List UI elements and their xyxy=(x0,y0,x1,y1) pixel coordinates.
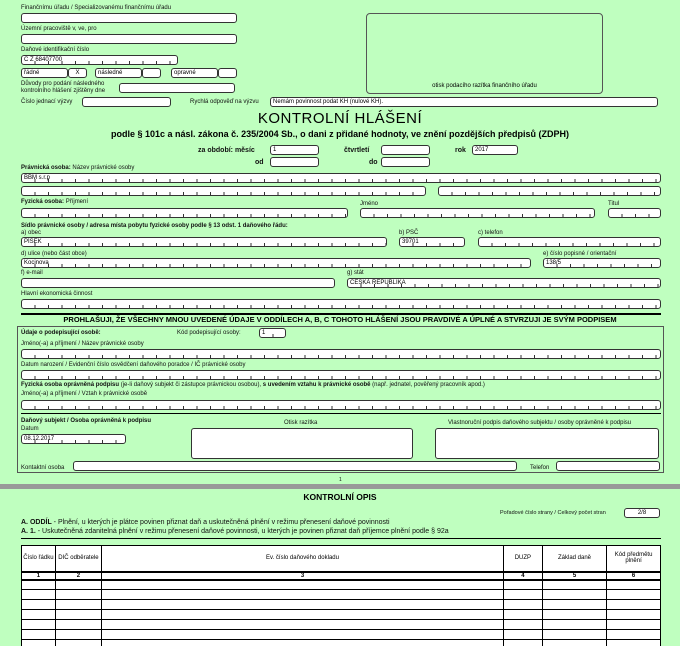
table-row[interactable] xyxy=(22,580,661,590)
datum-input[interactable]: 08.12.2017 xyxy=(21,434,126,444)
ulice-input[interactable]: Kocinova xyxy=(21,258,531,268)
stat-input[interactable]: ČESKÁ REPUBLIKA xyxy=(347,278,661,288)
datum-label: Datum xyxy=(21,426,39,432)
col-num: 4 xyxy=(503,572,542,580)
page-separator xyxy=(0,484,680,489)
danovy-subjekt-label: Daňový subjekt / Osoba oprávněná k podpisu xyxy=(21,418,152,424)
kontakt-input[interactable] xyxy=(73,461,517,471)
cinnost-label: Hlavní ekonomická činnost xyxy=(21,291,93,297)
titul-input[interactable] xyxy=(608,208,661,218)
kontakt-label: Kontaktní osoba xyxy=(21,465,65,471)
table-row[interactable] xyxy=(22,610,661,620)
col-num: 6 xyxy=(607,572,661,580)
kod-label: Kód podepisující osoby: xyxy=(177,330,241,336)
page-title: KONTROLNÍ HLÁŠENÍ xyxy=(257,110,423,127)
declaration-heading: PROHLAŠUJI, ŽE VŠECHNY MNOU UVEDENÉ ÚDAJE V ODDÍLECH A, B, C TOHOTO HLÁŠENÍ JSOU PRAVDIVÉ A ÚPLNÉ A STVRZUJI JE SVÝM PODPISEM xyxy=(63,315,617,324)
vztah-input[interactable] xyxy=(21,400,661,410)
vztah-label: Jméno(-a) a příjmení / Vztah k právnické osobě xyxy=(21,391,148,397)
pravnicka-label: Právnická osoba: Název právnické osoby xyxy=(21,165,135,171)
a1-heading: A. 1. - Uskutečněná zdanitelná plnění v režimu přenesení daňové povinnosti, u kterých je povinen přiznat daň příjemce plnění podle § 92a xyxy=(21,528,449,535)
table-row[interactable] xyxy=(22,590,661,600)
fyzicka-opravnena-label: Fyzická osoba oprávněná podpisu (je-li daňový subjekt či zástupce právnickou osobou), s uvedením vztahu k právnické osobě (např. jednatel, pověřený pracovník apod.) xyxy=(21,382,485,388)
dic-label: Daňové identifikační číslo xyxy=(21,47,90,53)
cislo-popisne-input[interactable]: 138/5 xyxy=(543,258,661,268)
col-num: 3 xyxy=(102,572,504,580)
telefon-kontakt-input[interactable] xyxy=(556,461,660,471)
col-num: 2 xyxy=(55,572,101,580)
table-row[interactable] xyxy=(22,640,661,646)
fyzicka-label: Fyzická osoba: Příjmení xyxy=(21,199,89,205)
cislo-jednaci-label: Číslo jednací výzvy xyxy=(21,99,73,105)
divider xyxy=(21,413,661,414)
ctvrtleti-label: čtvrtletí xyxy=(344,147,370,154)
type-nasledne-label: následné xyxy=(95,68,142,78)
nazev-input-3[interactable] xyxy=(438,186,661,196)
fu-label: Finančnímu úřadu / Specializovanému finančnímu úřadu xyxy=(21,5,172,11)
col-header-ev-cislo: Ev. číslo daňového dokladu xyxy=(102,546,504,572)
ctvrtleti-input[interactable] xyxy=(381,145,430,155)
prijmeni-input[interactable] xyxy=(21,208,348,218)
psc-label: b) PSČ xyxy=(399,230,419,236)
type-opravne-checkbox[interactable] xyxy=(218,68,237,78)
sidlo-label: Sídlo právnické osoby / adresa místa pobytu fyzické osoby podle § 13 odst. 1 daňového řádu: xyxy=(21,223,288,229)
otisk-box xyxy=(191,428,413,459)
rychla-label: Rychlá odpověď na výzvu xyxy=(190,99,259,105)
a1-table xyxy=(21,545,661,646)
duvody-label-2: kontrolního hlášení zjištěny dne xyxy=(21,88,106,94)
type-opravne-label: opravné xyxy=(171,68,218,78)
dic-input[interactable]: C Z 68407700 xyxy=(21,55,178,65)
duvody-input[interactable] xyxy=(119,83,235,93)
udaje-label: Údaje o podepisující osobě: xyxy=(21,330,101,336)
cislo-popisne-label: e) číslo popisné / orientační xyxy=(543,251,617,257)
divider xyxy=(21,538,661,539)
rychla-input[interactable]: Nemám povinnost podat KH (nulové KH). xyxy=(270,97,658,107)
fu-input[interactable] xyxy=(21,13,237,23)
psc-input[interactable]: 39701 xyxy=(399,237,465,247)
uzemni-input[interactable] xyxy=(21,34,237,44)
ulice-label: d) ulice (nebo část obce) xyxy=(21,251,87,257)
jmeno-input[interactable] xyxy=(360,208,595,218)
poradove-label: Pořadové číslo strany / Celkový počet stran xyxy=(500,510,606,516)
page-subtitle: podle § 101c a násl. zákona č. 235/2004 Sb., o dani z přidané hodnoty, ve znění pozdějších předpisů (ZDPH) xyxy=(111,129,569,139)
jmeno-podepisujici-label: Jméno(-a) a příjmení / Název právnické osoby xyxy=(21,341,144,347)
type-radne-checkbox[interactable]: X xyxy=(68,68,87,78)
col-header-dic: DIČ odběratele xyxy=(55,546,101,572)
datum-narozeni-input[interactable] xyxy=(21,370,661,380)
col-header-cislo-radku: Číslo řádku xyxy=(22,546,56,572)
opis-title: KONTROLNÍ OPIS xyxy=(303,492,377,502)
podpis-label: Vlastnoruční podpis daňového subjektu / osoby oprávněné k podpisu xyxy=(448,420,632,426)
datum-narozeni-label: Datum narození / Evidenční číslo osvědčení daňového poradce / IČ právnické osoby xyxy=(21,362,246,368)
col-header-kod: Kód předmětu plnění xyxy=(607,546,661,572)
obec-input[interactable]: PÍSEK xyxy=(21,237,387,247)
oddil-a-heading: A. ODDÍL - Plnění, u kterých je plátce povinen přiznat daň a uskutečněná plnění v režimu přenesení daňové povinnosti xyxy=(21,519,390,526)
table-row[interactable] xyxy=(22,630,661,640)
poradove-input[interactable]: 2/8 xyxy=(624,508,660,518)
rok-input[interactable]: 2017 xyxy=(472,145,518,155)
stamp-label: otisk podacího razítka finančního úřadu xyxy=(432,83,537,89)
type-radne-label: řádné xyxy=(21,68,68,78)
email-input[interactable] xyxy=(21,278,335,288)
jmeno-podepisujici-input[interactable] xyxy=(21,349,661,359)
podpis-box[interactable] xyxy=(435,428,659,459)
mesic-input[interactable]: 1 xyxy=(270,145,319,155)
cislo-jednaci-input[interactable] xyxy=(82,97,171,107)
duvody-label-1: Důvody pro podání následného xyxy=(21,81,105,87)
uzemni-label: Územní pracoviště v, ve, pro xyxy=(21,26,97,32)
titul-label: Titul xyxy=(608,201,620,207)
col-num: 5 xyxy=(542,572,606,580)
type-nasledne-checkbox[interactable] xyxy=(142,68,161,78)
telefon-input[interactable] xyxy=(478,237,661,247)
do-input[interactable] xyxy=(381,157,430,167)
col-num: 1 xyxy=(22,572,56,580)
table-row[interactable] xyxy=(22,620,661,630)
col-header-duzp: DUZP xyxy=(503,546,542,572)
do-label: do xyxy=(369,159,378,166)
cinnost-input[interactable] xyxy=(21,299,661,309)
email-label: f) e-mail xyxy=(21,270,43,276)
obec-label: a) obec xyxy=(21,230,42,236)
telefon-kontakt-label: Telefon xyxy=(530,465,550,471)
mesic-label: za období: měsíc xyxy=(198,147,255,154)
rok-label: rok xyxy=(455,147,466,154)
page-number: 1 xyxy=(339,477,342,483)
od-label: od xyxy=(255,159,264,166)
kod-input[interactable]: 1 xyxy=(259,328,286,338)
table-row[interactable] xyxy=(22,600,661,610)
stat-label: g) stát xyxy=(347,270,364,276)
od-input[interactable] xyxy=(270,157,319,167)
col-header-zaklad: Základ daně xyxy=(542,546,606,572)
telefon-label: c) telefon xyxy=(478,230,503,236)
stamp-box xyxy=(366,13,603,94)
nazev-input-2[interactable] xyxy=(21,186,426,196)
jmeno-label: Jméno xyxy=(360,201,379,207)
nazev-input-1[interactable]: BBM s.r.p xyxy=(21,173,661,183)
otisk-label: Otisk razítka xyxy=(284,420,318,426)
